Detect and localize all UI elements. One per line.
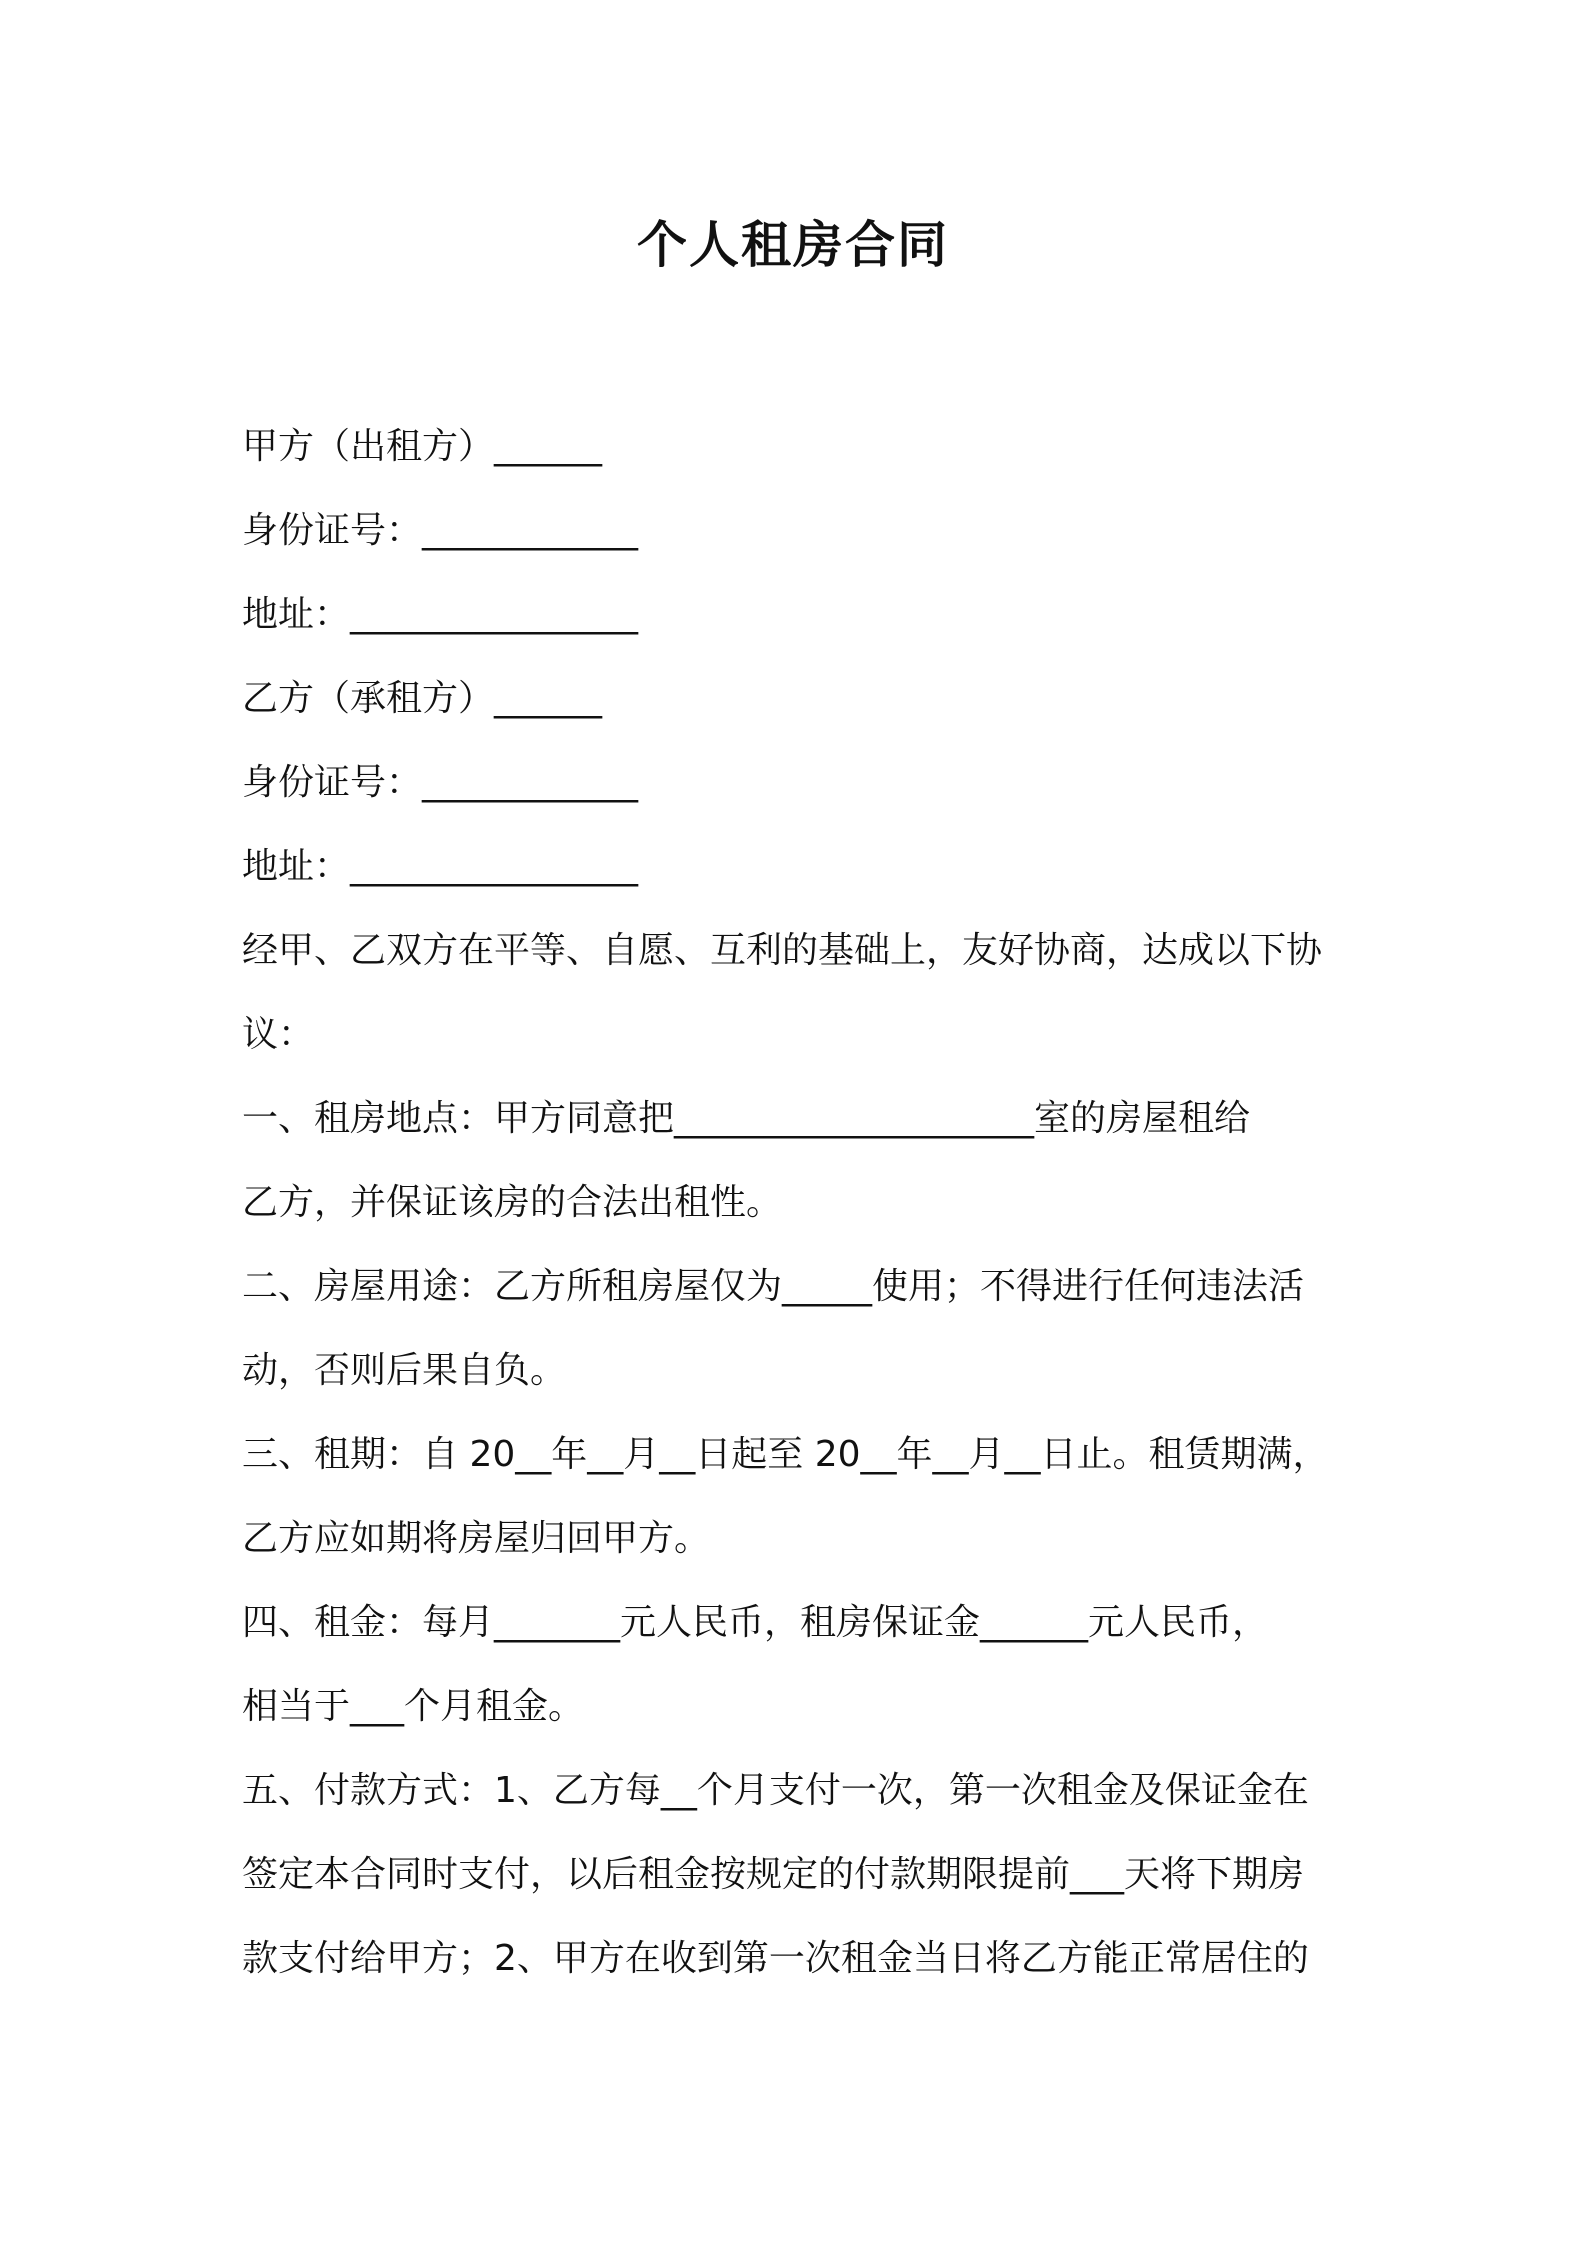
party-a-address-line: 地址：________________: [242, 594, 639, 635]
preamble-line: 经甲、乙双方在平等、自愿、互利的基础上，友好协商，达成以下协: [242, 930, 1323, 971]
clause-3-line: 三、租期：自 20__年__月__日起至 20__年__月__日止。租赁期满，: [242, 1434, 1329, 1475]
document-title: 个人租房合同: [637, 216, 949, 274]
clause-4-line: 相当于___个月租金。: [242, 1686, 585, 1727]
clause-1-line: 乙方，并保证该房的合法出租性。: [242, 1182, 783, 1223]
preamble-line: 议：: [242, 1014, 315, 1055]
clause-1-line: 一、租房地点：甲方同意把____________________室的房屋租给: [242, 1098, 1251, 1139]
clause-4-line: 四、租金：每月_______元人民币，租房保证金______元人民币，: [242, 1602, 1269, 1643]
party-a-id-line: 身份证号：____________: [242, 510, 639, 551]
party-a-line: 甲方（出租方）______: [242, 426, 603, 467]
clause-5-line: 款支付给甲方；2、甲方在收到第一次租金当日将乙方能正常居住的: [242, 1938, 1309, 1979]
party-b-id-line: 身份证号：____________: [242, 762, 639, 803]
clause-5-line: 签定本合同时支付，以后租金按规定的付款期限提前___天将下期房: [242, 1854, 1305, 1895]
clause-3-line: 乙方应如期将房屋归回甲方。: [242, 1518, 711, 1559]
party-b-address-line: 地址：________________: [242, 846, 639, 887]
clause-2-line: 二、房屋用途：乙方所租房屋仅为_____使用；不得进行任何违法活: [242, 1266, 1305, 1307]
document-body: [242, 405, 1362, 2001]
clause-2-line: 动，否则后果自负。: [242, 1350, 567, 1391]
party-b-line: 乙方（承租方）______: [242, 678, 603, 719]
clause-5-line: 五、付款方式：1、乙方每__个月支付一次，第一次租金及保证金在: [242, 1770, 1309, 1811]
